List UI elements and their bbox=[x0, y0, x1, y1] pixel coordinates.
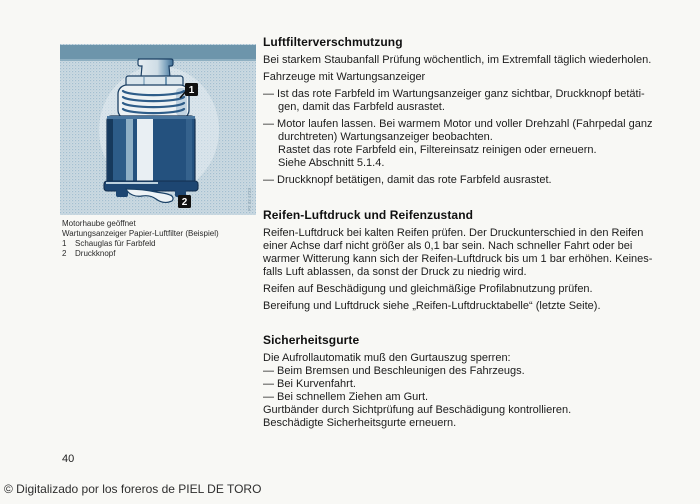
text-line: falls Luft ablassen, da sonst der Druck zu niedrig wird. bbox=[263, 266, 527, 278]
legend-number: 1 bbox=[62, 239, 67, 248]
paragraph bbox=[263, 71, 683, 84]
text-line: Beschädigte Sicherheitsgurte erneuern. bbox=[263, 417, 457, 429]
text-column bbox=[263, 36, 683, 434]
watermark-text: © Digitalizado por los foreros de PIEL DE TORO bbox=[4, 482, 262, 496]
callout-2-label: 2 bbox=[181, 197, 188, 208]
text-line: Rastet das rote Farbfeld ein, Filtereinsatz reinigen oder erneuern. bbox=[278, 144, 597, 156]
section-heading-luftfilterverschmutzung: Luftfilterverschmutzung bbox=[263, 35, 403, 49]
paragraph bbox=[263, 300, 683, 313]
text-line: — Druckknopf betätigen, damit das rote Farbfeld ausrastet. bbox=[263, 174, 552, 186]
text-line: gen, damit das Farbfeld ausrastet. bbox=[278, 101, 445, 113]
paragraph bbox=[263, 227, 683, 279]
figure-caption bbox=[62, 219, 258, 259]
text-line: Reifen auf Beschädigung und gleichmäßige Profilabnutzung prüfen. bbox=[263, 283, 593, 295]
legend-number: 2 bbox=[62, 249, 67, 258]
paragraph bbox=[263, 54, 683, 67]
text-line: — Motor laufen lassen. Bei warmem Motor und voller Drehzahl (Fahrpedal ganz bbox=[263, 118, 653, 130]
section-heading-sicherheitsgurte: Sicherheitsgurte bbox=[263, 333, 360, 347]
legend-item bbox=[62, 249, 258, 259]
bullet-item bbox=[263, 174, 683, 187]
page-number: 40 bbox=[62, 453, 75, 465]
caption-line: Motorhaube geöffnet bbox=[62, 219, 136, 228]
text-line: — Bei Kurvenfahrt. bbox=[263, 378, 356, 390]
text-line: warmer Witterung kann sich der Reifen-Luftdruck bis um 1 bar erhöhen. Keines- bbox=[263, 253, 653, 265]
text-line: Gurtbänder durch Sichtprüfung auf Beschädigung kontrollieren. bbox=[263, 404, 572, 416]
legend-item bbox=[62, 239, 258, 249]
text-line: — Ist das rote Farbfeld im Wartungsanzeiger ganz sichtbar, Druckknopf betäti- bbox=[263, 88, 645, 100]
caption-line: Wartungsanzeiger Papier-Luftfilter (Beispiel) bbox=[62, 229, 219, 238]
bullet-item bbox=[263, 118, 683, 170]
text-line: durchtreten) Wartungsanzeiger beobachten. bbox=[278, 131, 493, 143]
section-heading-reifen-luftdruck: Reifen-Luftdruck und Reifenzustand bbox=[263, 208, 474, 222]
paragraph bbox=[263, 352, 683, 430]
text-line: Fahrzeuge mit Wartungsanzeiger bbox=[263, 71, 426, 83]
text-line: — Bei schnellem Ziehen am Gurt. bbox=[263, 391, 429, 403]
bullet-item bbox=[263, 88, 683, 114]
figure-ref: P2 32 1723 bbox=[247, 187, 252, 211]
air-filter-illustration bbox=[60, 44, 256, 215]
legend-label: Druckknopf bbox=[75, 249, 116, 258]
text-line: Bereifung und Luftdruck siehe „Reifen-Luftdrucktabelle“ (letzte Seite). bbox=[263, 300, 601, 312]
text-line: Reifen-Luftdruck bei kalten Reifen prüfen. Der Druckunterschied in den Reifen bbox=[263, 227, 644, 239]
legend-label: Schauglas für Farbfeld bbox=[75, 239, 156, 248]
text-line: einer Achse darf nicht größer als 0,1 bar sein. Nach schneller Fahrt oder bei bbox=[263, 240, 633, 252]
text-line: Bei starkem Staubanfall Prüfung wöchentlich, im Extremfall täglich wiederholen. bbox=[263, 54, 652, 66]
text-line: Die Aufrollautomatik muß den Gurtauszug sperren: bbox=[263, 352, 511, 364]
text-line: Siehe Abschnitt 5.1.4. bbox=[278, 157, 385, 169]
text-line: — Beim Bremsen und Beschleunigen des Fahrzeugs. bbox=[263, 365, 525, 377]
callout-1-label: 1 bbox=[188, 85, 195, 96]
indicator-cap bbox=[138, 59, 173, 77]
paragraph bbox=[263, 283, 683, 296]
figure-air-filter-indicator bbox=[60, 44, 256, 215]
